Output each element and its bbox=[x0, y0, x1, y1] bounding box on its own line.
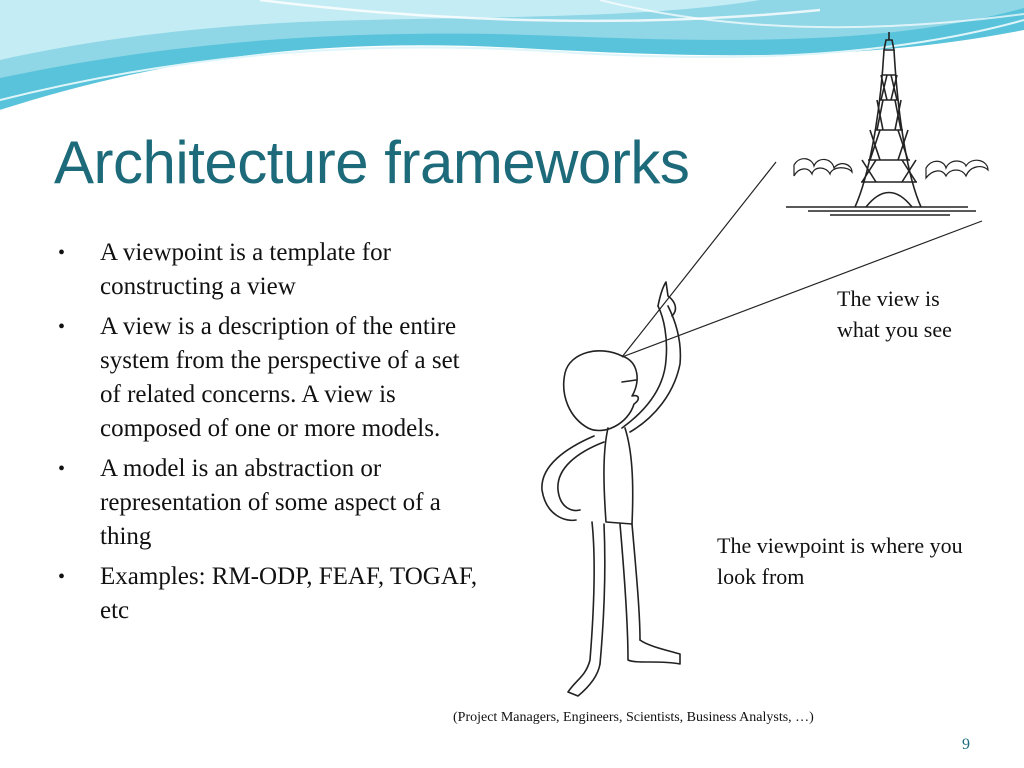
bullet-marker: • bbox=[58, 242, 66, 264]
bullet-text-model: A model is an abstraction or representation of some aspect of a thing bbox=[100, 455, 441, 550]
viewpoint-label: The viewpoint is where you look from bbox=[717, 533, 963, 589]
bullet-item bbox=[58, 560, 478, 628]
bullet-marker: • bbox=[58, 458, 66, 480]
bullet-marker: • bbox=[58, 566, 66, 588]
footnote: (Project Managers, Engineers, Scientists, Business Analysts, …) bbox=[453, 710, 814, 725]
page-number: 9 bbox=[962, 736, 970, 753]
bullet-item bbox=[58, 452, 478, 554]
bullet-text-view: A view is a description of the entire system from the perspective of a set of related concerns. A view is composed of one or more models. bbox=[100, 313, 460, 442]
wave-banner bbox=[0, 0, 1024, 112]
bullet-item bbox=[58, 310, 478, 446]
bullet-text-examples: Examples: RM-ODP, FEAF, TOGAF, etc bbox=[100, 563, 478, 624]
bullet-marker: • bbox=[58, 316, 66, 338]
stick-figure-icon bbox=[542, 282, 680, 696]
view-label: The view is what you see bbox=[837, 286, 952, 342]
slide-title: Architecture frameworks bbox=[54, 129, 690, 196]
bullet-item bbox=[58, 236, 478, 304]
bullet-list bbox=[58, 236, 478, 634]
bullet-text-viewpoint: A viewpoint is a template for constructing a view bbox=[100, 239, 391, 300]
